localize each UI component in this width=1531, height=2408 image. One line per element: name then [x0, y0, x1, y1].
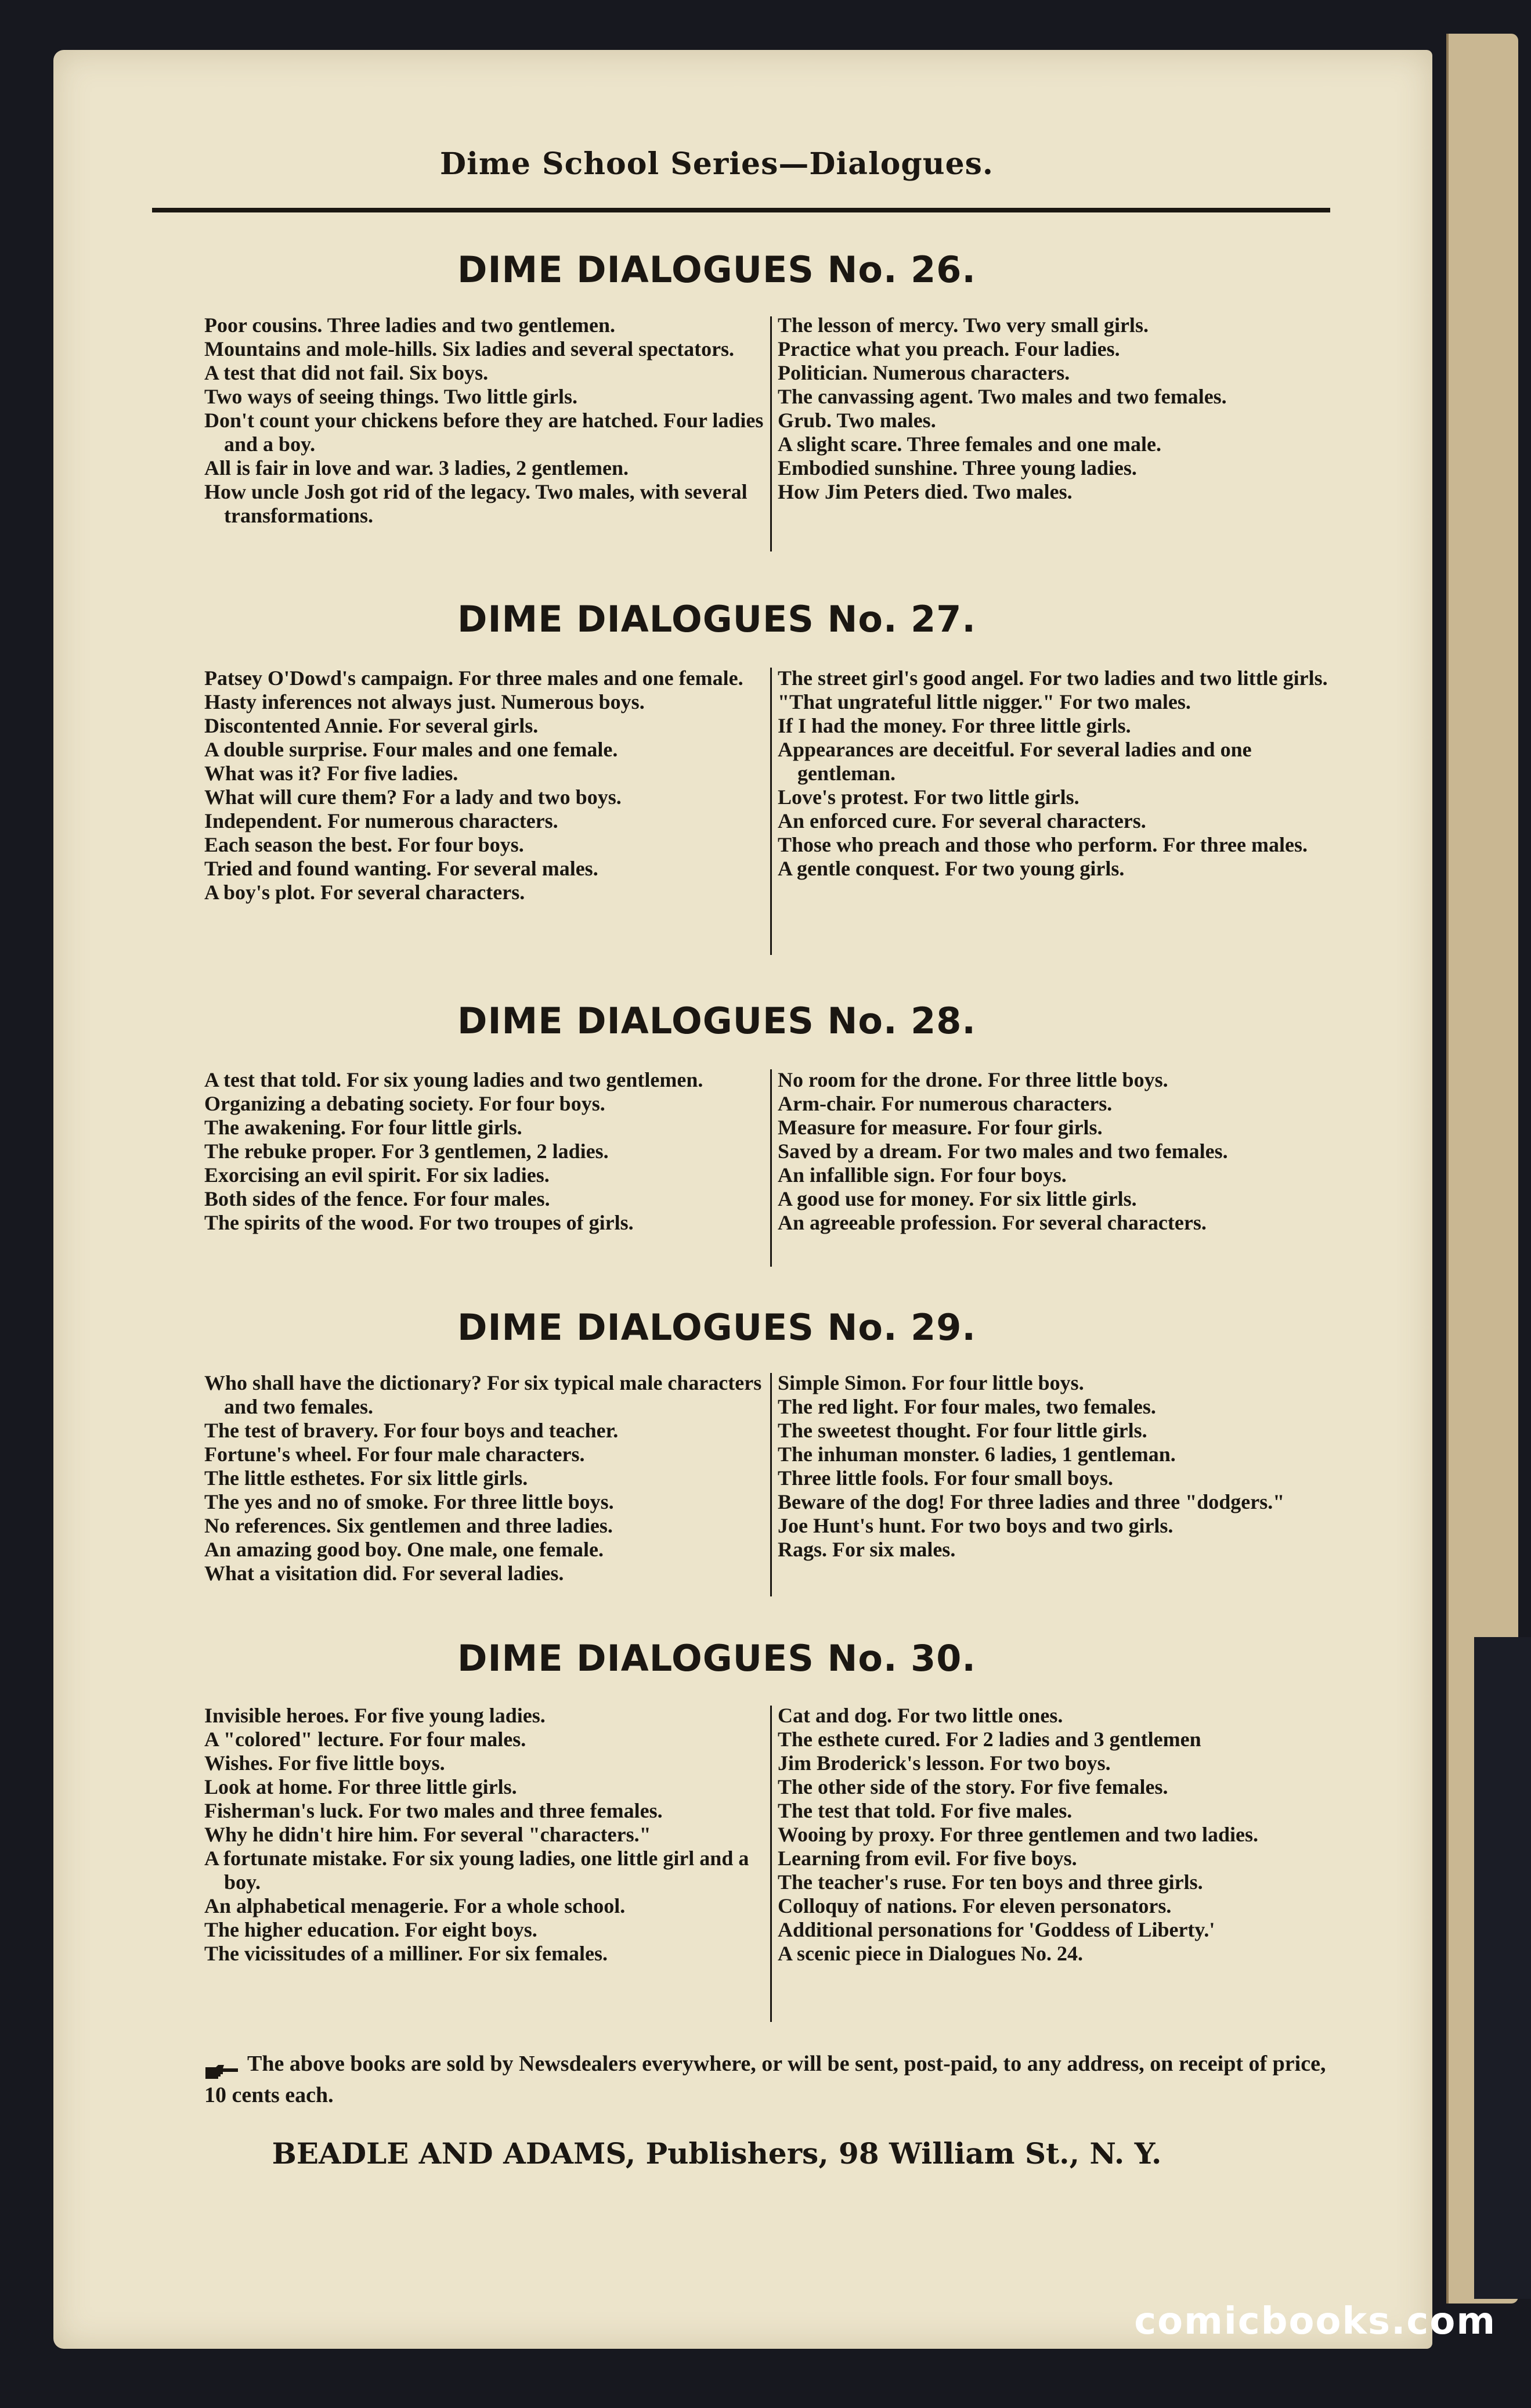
list-item: The inhuman monster. 6 ladies, 1 gentleman.	[778, 1443, 1176, 1466]
list-item: The canvassing agent. Two males and two females.	[778, 385, 1227, 408]
list-item: An infallible sign. For four boys.	[778, 1163, 1067, 1187]
list-item: A test that told. For six young ladies and two gentlemen.	[204, 1068, 703, 1091]
list-item: What was it? For five ladies.	[204, 762, 458, 785]
list-item: Don't count your chickens before they are hatched. Four ladies and a boy.	[204, 409, 764, 456]
section-27-left-column	[204, 666, 767, 904]
list-item: A test that did not fail. Six boys.	[204, 361, 489, 384]
list-item: Learning from evil. For five boys.	[778, 1847, 1077, 1870]
pointing-hand-icon	[204, 2057, 239, 2074]
ordering-note	[204, 2048, 1336, 2111]
section-26-left-column	[204, 313, 767, 528]
list-item: Each season the best. For four boys.	[204, 833, 524, 856]
column-divider	[770, 668, 772, 955]
list-item: Jim Broderick's lesson. For two boys.	[778, 1751, 1111, 1775]
list-item: The spirits of the wood. For two troupes of girls.	[204, 1211, 634, 1234]
list-item: Independent. For numerous characters.	[204, 809, 558, 832]
list-item: A good use for money. For six little girls.	[778, 1187, 1137, 1210]
column-divider	[770, 1069, 772, 1267]
section-30-right-column	[778, 1704, 1341, 1966]
list-item: No references. Six gentlemen and three ladies.	[204, 1514, 613, 1537]
list-item: The sweetest thought. For four little girls.	[778, 1419, 1147, 1442]
list-item: If I had the money. For three little girls.	[778, 714, 1131, 737]
list-item: The test of bravery. For four boys and teacher.	[204, 1419, 619, 1442]
list-item: Wooing by proxy. For three gentlemen and two ladies.	[778, 1823, 1259, 1846]
list-item: A double surprise. Four males and one female.	[204, 738, 618, 761]
list-item: Wishes. For five little boys.	[204, 1751, 445, 1775]
list-item: Additional personations for 'Goddess of Liberty.'	[778, 1918, 1215, 1941]
list-item: All is fair in love and war. 3 ladies, 2 gentlemen.	[204, 456, 629, 480]
section-title-27: DIME DIALOGUES No. 27.	[457, 598, 976, 640]
list-item: The teacher's ruse. For ten boys and three girls.	[778, 1870, 1203, 1894]
list-item: No room for the drone. For three little boys.	[778, 1068, 1168, 1091]
list-item: Organizing a debating society. For four boys.	[204, 1092, 605, 1115]
list-item: A gentle conquest. For two young girls.	[778, 857, 1125, 880]
list-item: Three little fools. For four small boys.	[778, 1466, 1113, 1490]
list-item: Exorcising an evil spirit. For six ladies.	[204, 1163, 550, 1187]
list-item: The rebuke proper. For 3 gentlemen, 2 ladies.	[204, 1140, 609, 1163]
section-26-right-column	[778, 313, 1341, 504]
list-item: An amazing good boy. One male, one female.	[204, 1538, 604, 1561]
list-item: The awakening. For four little girls.	[204, 1116, 522, 1139]
section-title-30: DIME DIALOGUES No. 30.	[457, 1637, 976, 1679]
series-header: Dime School Series—Dialogues.	[439, 146, 994, 182]
page-edge-damage	[1474, 1637, 1531, 2299]
list-item: An agreeable profession. For several characters.	[778, 1211, 1207, 1234]
list-item: Joe Hunt's hunt. For two boys and two girls.	[778, 1514, 1173, 1537]
watermark: comicbooks.com	[1134, 2300, 1496, 2343]
list-item: A slight scare. Three females and one male.	[778, 432, 1161, 456]
list-item: Saved by a dream. For two males and two females.	[778, 1140, 1228, 1163]
list-item: Measure for measure. For four girls.	[778, 1116, 1103, 1139]
section-28-left-column	[204, 1068, 767, 1235]
list-item: A fortunate mistake. For six young ladies, one little girl and a boy.	[204, 1847, 749, 1894]
header-rule	[152, 208, 1330, 212]
list-item: Those who preach and those who perform. For three males.	[778, 833, 1308, 856]
list-item: What a visitation did. For several ladies.	[204, 1562, 564, 1585]
list-item: Embodied sunshine. Three young ladies.	[778, 456, 1137, 480]
list-item: "That ungrateful little nigger." For two males.	[778, 690, 1191, 713]
list-item: The vicissitudes of a milliner. For six females.	[204, 1942, 608, 1965]
list-item: A "colored" lecture. For four males.	[204, 1728, 526, 1751]
list-item: Appearances are deceitful. For several ladies and one gentleman.	[778, 738, 1252, 785]
list-item: Simple Simon. For four little boys.	[778, 1371, 1084, 1394]
list-item: Tried and found wanting. For several males.	[204, 857, 598, 880]
list-item: Invisible heroes. For five young ladies.	[204, 1704, 546, 1727]
list-item: Fisherman's luck. For two males and three females.	[204, 1799, 663, 1822]
list-item: An alphabetical menagerie. For a whole school.	[204, 1894, 626, 1917]
column-divider	[770, 316, 772, 551]
list-item: The esthete cured. For 2 ladies and 3 gentlemen	[778, 1728, 1201, 1751]
ordering-note-text: The above books are sold by Newsdealers everywhere, or will be sent, post-paid, to any address, on receipt of price, 10 cents each.	[204, 2052, 1326, 2107]
list-item: The street girl's good angel. For two ladies and two little girls.	[778, 666, 1328, 690]
list-item: Discontented Annie. For several girls.	[204, 714, 539, 737]
section-title-29: DIME DIALOGUES No. 29.	[457, 1306, 976, 1349]
list-item: The lesson of mercy. Two very small girls.	[778, 313, 1149, 337]
section-27-right-column	[778, 666, 1341, 881]
list-item: Fortune's wheel. For four male characters.	[204, 1443, 585, 1466]
list-item: Patsey O'Dowd's campaign. For three males and one female.	[204, 666, 743, 690]
section-title-26: DIME DIALOGUES No. 26.	[457, 248, 976, 291]
list-item: Beware of the dog! For three ladies and three "dodgers."	[778, 1490, 1285, 1513]
list-item: The test that told. For five males.	[778, 1799, 1073, 1822]
column-divider	[770, 1373, 772, 1596]
list-item: Politician. Numerous characters.	[778, 361, 1070, 384]
list-item: Who shall have the dictionary? For six typical male characters and two females.	[204, 1371, 762, 1418]
list-item: How uncle Josh got rid of the legacy. Two males, with several transformations.	[204, 480, 748, 527]
list-item: Cat and dog. For two little ones.	[778, 1704, 1063, 1727]
publisher-imprint: BEADLE AND ADAMS, Publishers, 98 William St., N. Y.	[272, 2136, 1162, 2171]
list-item: Hasty inferences not always just. Numerous boys.	[204, 690, 645, 713]
section-title-28: DIME DIALOGUES No. 28.	[457, 1000, 976, 1042]
list-item: The yes and no of smoke. For three little boys.	[204, 1490, 614, 1513]
section-29-right-column	[778, 1371, 1341, 1562]
list-item: The red light. For four males, two females.	[778, 1395, 1156, 1418]
list-item: Mountains and mole-hills. Six ladies and several spectators.	[204, 337, 735, 361]
list-item: Rags. For six males.	[778, 1538, 956, 1561]
list-item: Arm-chair. For numerous characters.	[778, 1092, 1113, 1115]
list-item: How Jim Peters died. Two males.	[778, 480, 1073, 503]
list-item: What will cure them? For a lady and two boys.	[204, 785, 622, 809]
section-29-left-column	[204, 1371, 767, 1585]
list-item: The higher education. For eight boys.	[204, 1918, 537, 1941]
list-item: Colloquy of nations. For eleven personators.	[778, 1894, 1172, 1917]
list-item: A scenic piece in Dialogues No. 24.	[778, 1942, 1083, 1965]
list-item: Two ways of seeing things. Two little girls.	[204, 385, 578, 408]
column-divider	[770, 1706, 772, 2022]
list-item: A boy's plot. For several characters.	[204, 881, 525, 904]
section-30-left-column	[204, 1704, 767, 1966]
list-item: Poor cousins. Three ladies and two gentlemen.	[204, 313, 616, 337]
list-item: Practice what you preach. Four ladies.	[778, 337, 1120, 361]
list-item: Why he didn't hire him. For several "characters."	[204, 1823, 651, 1846]
list-item: Grub. Two males.	[778, 409, 936, 432]
list-item: The little esthetes. For six little girls.	[204, 1466, 528, 1490]
list-item: Look at home. For three little girls.	[204, 1775, 517, 1798]
list-item: Both sides of the fence. For four males.	[204, 1187, 550, 1210]
list-item: The other side of the story. For five females.	[778, 1775, 1168, 1798]
section-28-right-column	[778, 1068, 1341, 1235]
list-item: Love's protest. For two little girls.	[778, 785, 1079, 809]
list-item: An enforced cure. For several characters.	[778, 809, 1146, 832]
